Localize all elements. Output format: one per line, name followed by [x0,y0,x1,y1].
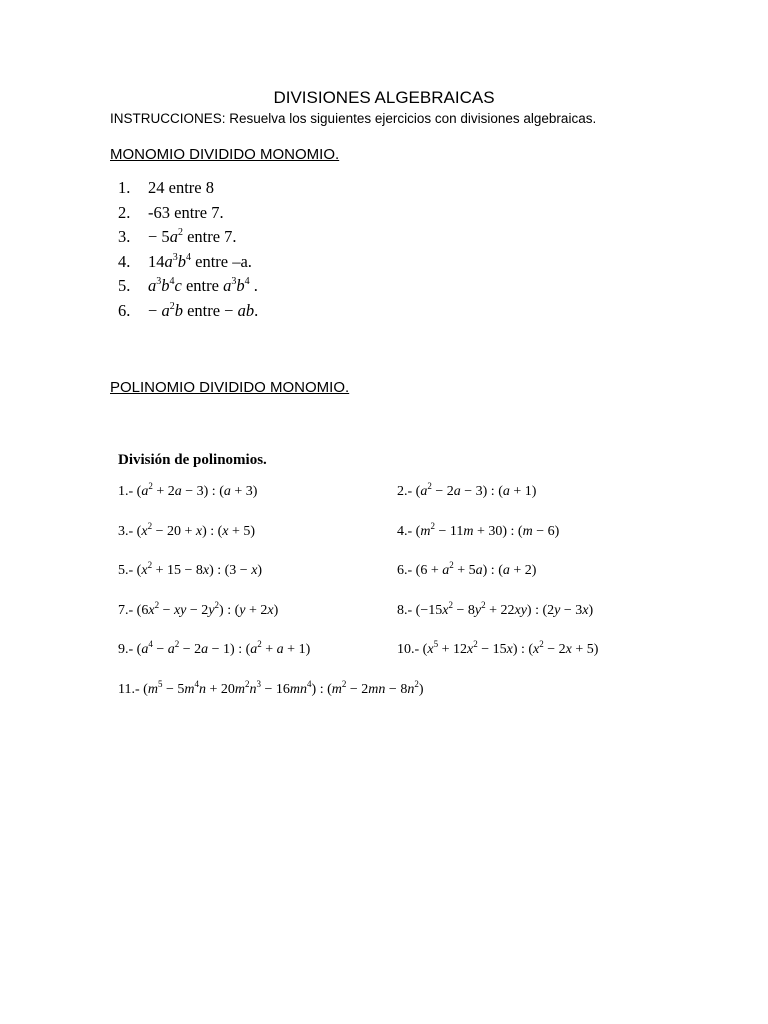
exercise-expression: -63 entre 7. [148,202,224,222]
exercise-expression: $(a^2 + 2a - 3)$ : (a + 3) [136,481,258,499]
exercise-expression: $(m^2 - 11m + 30)$ : (m − 6) [415,520,560,539]
exercise-number: 11.- [118,681,140,697]
poly-exercise [118,639,311,658]
monomio-exercise [118,300,258,325]
exercise-number: 10.- [397,642,420,657]
poly-exercise [397,520,560,540]
exercise-number: 5.- [118,563,134,578]
exercise-number: 6. [118,300,131,320]
exercise-expression: $(m^5 - 5m^4n + 20m^2n^3 - 16mn^4)$ : $(m^2 - 2mn - 8n^2)$ [143,678,424,697]
exercise-expression: $a^3b^4c$ entre $a^3b^4$ . [148,276,258,295]
exercise-number: 2. [118,202,131,222]
monomio-exercise [118,226,258,251]
exercise-expression: $(-15x^2 - 8y^2 + 22xy)$ : (2y − 3x) [415,599,594,618]
poly-exercise [118,678,424,698]
exercise-expression: $(6 + a^2 + 5a)$ : (a + 2) [415,560,537,578]
exercise-expression: $14a^3b^4$ entre –a. [148,251,252,271]
exercise-expression: $(a^4 - a^2 - 2a - 1)$ : $(a^2 + a + 1)$ [136,639,311,657]
monomio-exercise [118,251,258,276]
document-title: DIVISIONES ALGEBRAICAS [273,88,495,107]
exercise-number: 4.- [397,523,413,539]
exercise-expression: − $5a^2$ entre 7. [148,227,237,246]
exercise-expression: − $a^2b$ entre − ab. [148,300,259,320]
exercise-number: 3.- [118,523,134,539]
poly-exercise-grid [118,481,678,721]
poly-exercise [118,520,256,540]
exercise-number: 1.- [118,484,134,499]
exercise-expression: 24 entre 8 [148,178,214,197]
section-heading-monomio: MONOMIO DIVIDIDO MONOMIO. [110,146,340,163]
poly-exercise [397,560,537,579]
exercise-number: 8.- [397,602,413,618]
exercise-number: 3. [118,227,131,246]
exercise-expression: ($6x^2$ − xy − $2y^2$) : (y + 2x) [136,599,279,618]
monomio-exercise [118,202,258,227]
monomio-exercise [118,177,258,202]
exercise-number: 7.- [118,602,134,618]
exercise-number: 9.- [118,642,134,657]
monomio-exercise [118,275,258,300]
section-heading-polinomio: POLINOMIO DIVIDIDO MONOMIO. [110,379,350,396]
exercise-expression: $(a^2 - 2a - 3)$ : (a + 1) [415,481,537,499]
poly-exercise [397,639,599,658]
exercise-expression: $(x^5 + 12x^2 - 15x)$ : $(x^2 - 2x + 5)$ [422,639,599,657]
poly-exercise [118,481,258,500]
polinomio-exercise-block [118,452,678,721]
poly-subheading: División de polinomios. [118,452,267,468]
exercise-expression: $(x^2 - 20 + x)$ : (x + 5) [136,520,256,539]
exercise-number: 1. [118,178,131,197]
instructions-text: INSTRUCCIONES: Resuelva los siguientes ejercicios con divisiones algebraicas. [110,111,597,126]
exercise-expression: $(x^2 + 15 - 8x)$ : (3 − x) [136,560,263,578]
exercise-number: 2.- [397,484,413,499]
exercise-number: 6.- [397,563,413,578]
exercise-number: 4. [118,251,131,271]
poly-exercise [118,599,279,619]
monomio-exercise-list [118,177,258,324]
poly-exercise [397,481,537,500]
poly-exercise [118,560,263,579]
exercise-number: 5. [118,276,131,295]
poly-exercise [397,599,594,619]
